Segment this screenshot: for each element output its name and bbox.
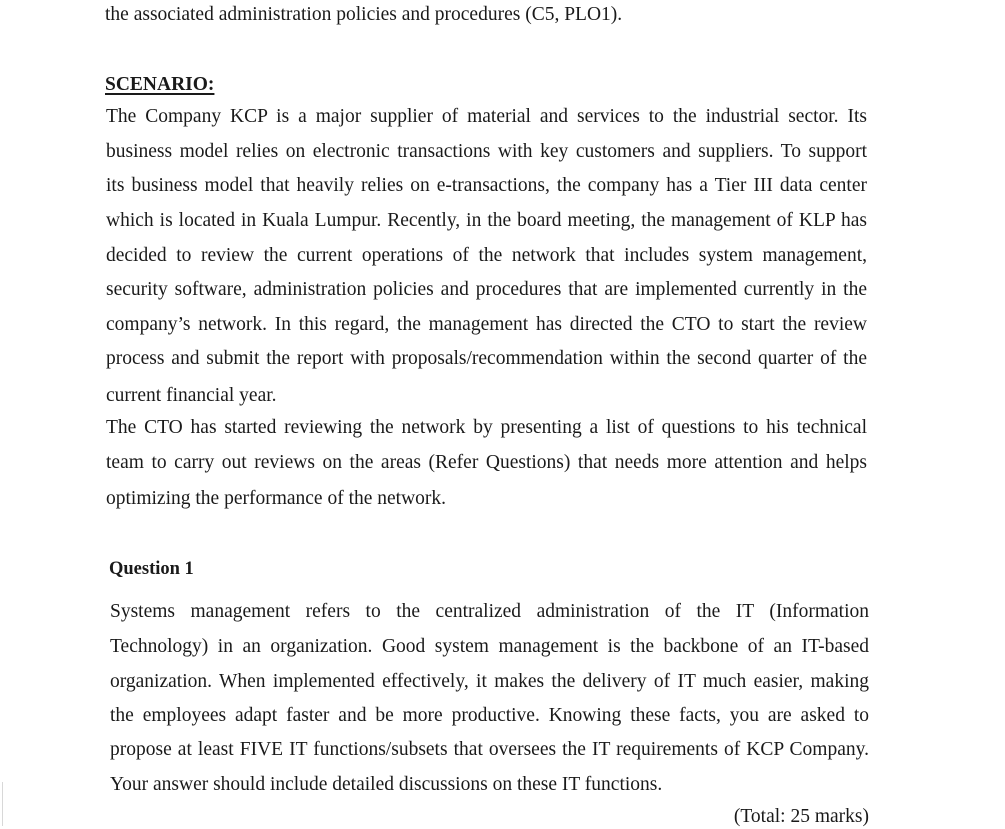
question-1-line: Technology) in an organization. Good system management is the backbone of an IT-based	[110, 636, 869, 657]
question-1-line: Your answer should include detailed discussions on these IT functions.	[110, 774, 663, 795]
scenario-paragraph-line: which is located in Kuala Lumpur. Recently, in the board meeting, the management of KLP has	[106, 210, 867, 231]
scenario-paragraph-line: company’s network. In this regard, the management has directed the CTO to start the review	[106, 314, 867, 335]
scenario-paragraph-line: decided to review the current operations of the network that includes system management,	[106, 245, 867, 266]
scenario-paragraph-line: security software, administration policies and procedures that are implemented currently in the	[106, 279, 867, 300]
question-1-line: the employees adapt faster and be more productive. Knowing these facts, you are asked to	[110, 705, 869, 726]
question-1-line: organization. When implemented effectively, it makes the delivery of IT much easier, making	[110, 671, 869, 692]
scenario-heading: SCENARIO:	[105, 74, 215, 95]
scenario-paragraph-line: business model relies on electronic transactions with key customers and suppliers. To support	[106, 141, 867, 162]
cto-paragraph-line: optimizing the performance of the network.	[106, 488, 447, 509]
question-1-heading: Question 1	[109, 559, 194, 579]
question-1-line: propose at least FIVE IT functions/subsets that oversees the IT requirements of KCP Company.	[110, 739, 869, 760]
question-1-line: Systems management refers to the centralized administration of the IT (Information	[110, 601, 869, 622]
scenario-paragraph-line: The Company KCP is a major supplier of material and services to the industrial sector. Its	[106, 106, 867, 127]
cto-paragraph-line: The CTO has started reviewing the network by presenting a list of questions to his technical	[106, 417, 867, 438]
cto-paragraph-line: team to carry out reviews on the areas (Refer Questions) that needs more attention and helps	[106, 452, 867, 473]
scenario-paragraph-line: current financial year.	[106, 385, 277, 406]
scenario-paragraph-line: its business model that heavily relies on e-transactions, the company has a Tier III data center	[106, 175, 867, 196]
total-marks: (Total: 25 marks)	[733, 806, 869, 827]
intro-line: the associated administration policies and procedures (C5, PLO1).	[105, 4, 623, 25]
scenario-paragraph-line: process and submit the report with proposals/recommendation within the second quarter of the	[106, 348, 867, 369]
